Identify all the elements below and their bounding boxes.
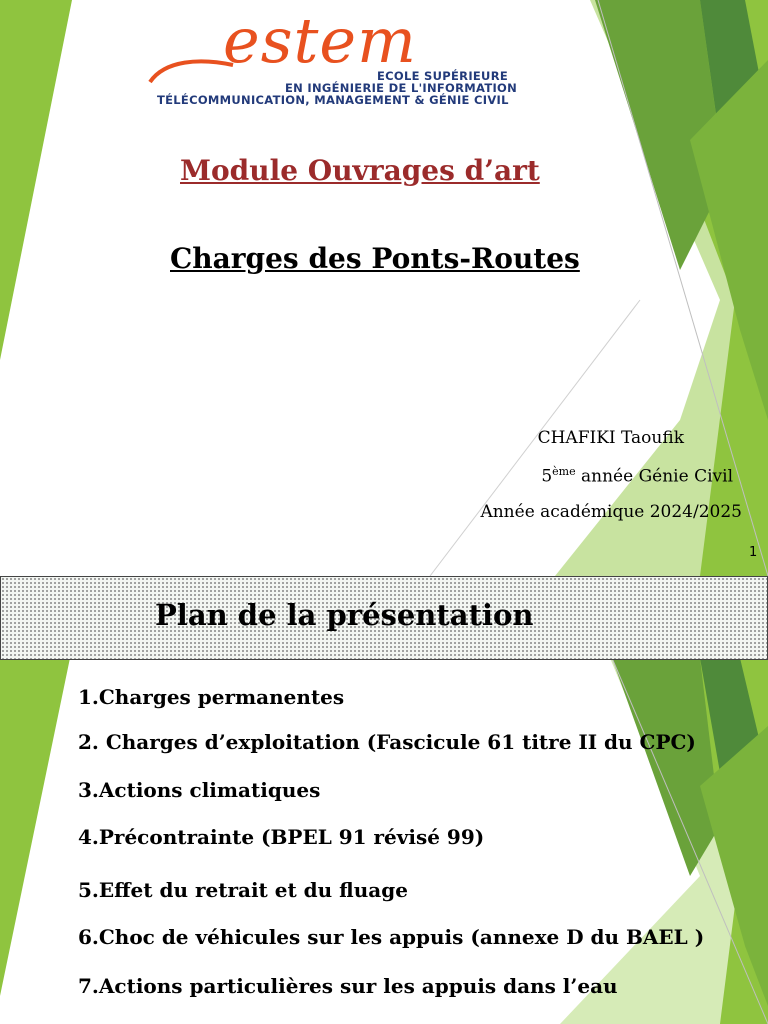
logo-line-3: TÉLÉCOMMUNICATION, MANAGEMENT & GÉNIE CIVIL <box>157 93 509 107</box>
author-name: CHAFIKI Taoufik <box>537 428 684 448</box>
academic-year: Année académique 2024/2025 <box>480 502 742 522</box>
logo-swoosh <box>145 40 235 90</box>
left-green-triangle-2 <box>0 658 70 996</box>
plan-item-5: 5.Effet du retrait et du fluage <box>78 878 408 902</box>
class-year <box>541 465 733 487</box>
right-mid-green-band-2 <box>612 658 720 876</box>
module-title: Module Ouvrages d’art <box>180 154 540 187</box>
plan-title: Plan de la présentation <box>155 598 534 632</box>
plan-item-4: 4.Précontrainte (BPEL 91 révisé 99) <box>78 825 485 849</box>
plan-item-6: 6.Choc de véhicules sur les appuis (annexe D du BAEL ) <box>78 925 705 949</box>
main-title: Charges des Ponts-Routes <box>170 242 580 275</box>
estem-logo <box>145 0 518 112</box>
plan-item-3: 3.Actions climatiques <box>78 778 321 802</box>
class-year-text: année Génie Civil <box>575 466 733 487</box>
logo-wordmark: estem <box>223 4 417 77</box>
logo-line-2: EN INGÉNIERIE DE L'INFORMATION <box>285 81 518 95</box>
plan-item-1: 1.Charges permanentes <box>78 685 345 709</box>
class-year-number: 5 <box>541 466 553 487</box>
left-green-triangle <box>0 0 72 360</box>
plan-item-2: 2. Charges d’exploitation (Fascicule 61 titre II du CPC) <box>78 730 696 754</box>
class-year-superscript: ème <box>552 465 576 478</box>
logo-line-1: ECOLE SUPÉRIEURE <box>377 69 509 83</box>
plan-item-7: 7.Actions particulières sur les appuis dans l’eau <box>78 974 618 998</box>
plan-slide <box>0 576 768 1024</box>
page-number: 1 <box>749 545 758 560</box>
